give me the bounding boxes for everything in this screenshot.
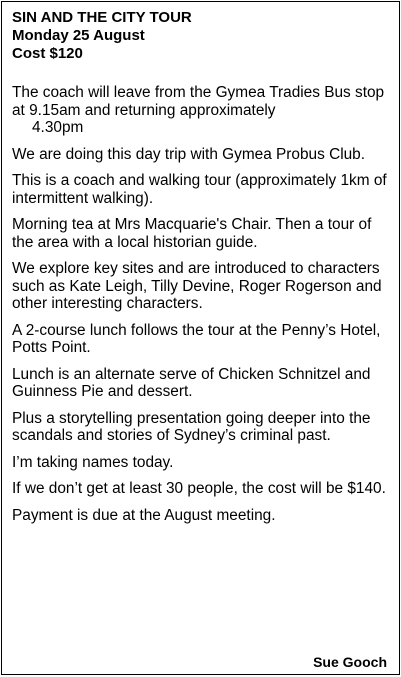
departure-text: The coach will leave from the Gymea Tradies Bus stop at 9.15am and returning approximately xyxy=(12,84,385,119)
paragraph-names: I’m taking names today. xyxy=(12,453,174,471)
paragraph-morning-tea: Morning tea at Mrs Macquarie's Chair. Then a tour of the area with a local historian guide. xyxy=(12,216,372,251)
paragraph-minimum: If we don’t get at least 30 people, the cost will be $140. xyxy=(12,480,386,497)
notice-header xyxy=(12,9,192,63)
paragraph-lunch-venue: A 2-course lunch follows the tour at the Penny’s Hotel, Potts Point. xyxy=(12,321,381,356)
return-time: 4.30pm xyxy=(32,119,84,136)
paragraph-storytelling: Plus a storytelling presentation going deeper into the scandals and stories of Sydney’s criminal past. xyxy=(12,409,371,444)
paragraph-probus: We are doing this day trip with Gymea Probus Club. xyxy=(12,145,366,163)
signature: Sue Gooch xyxy=(313,654,387,670)
notice-page xyxy=(1,1,400,675)
paragraph-lunch-menu: Lunch is an alternate serve of Chicken Schnitzel and Guinness Pie and dessert. xyxy=(12,365,371,400)
notice-body xyxy=(12,84,397,533)
paragraph-walking: This is a coach and walking tour (approximately 1km of intermittent walking). xyxy=(12,172,387,207)
paragraph-characters: We explore key sites and are introduced to characters such as Kate Leigh, Tilly Devine, Roger Rogerson and other interesting characters. xyxy=(12,260,382,312)
paragraph-payment: Payment is due at the August meeting. xyxy=(12,506,276,524)
tour-title: SIN AND THE CITY TOUR xyxy=(12,9,192,26)
tour-cost: Cost $120 xyxy=(12,45,83,62)
paragraph-departure xyxy=(12,84,397,137)
tour-date: Monday 25 August xyxy=(12,27,145,44)
